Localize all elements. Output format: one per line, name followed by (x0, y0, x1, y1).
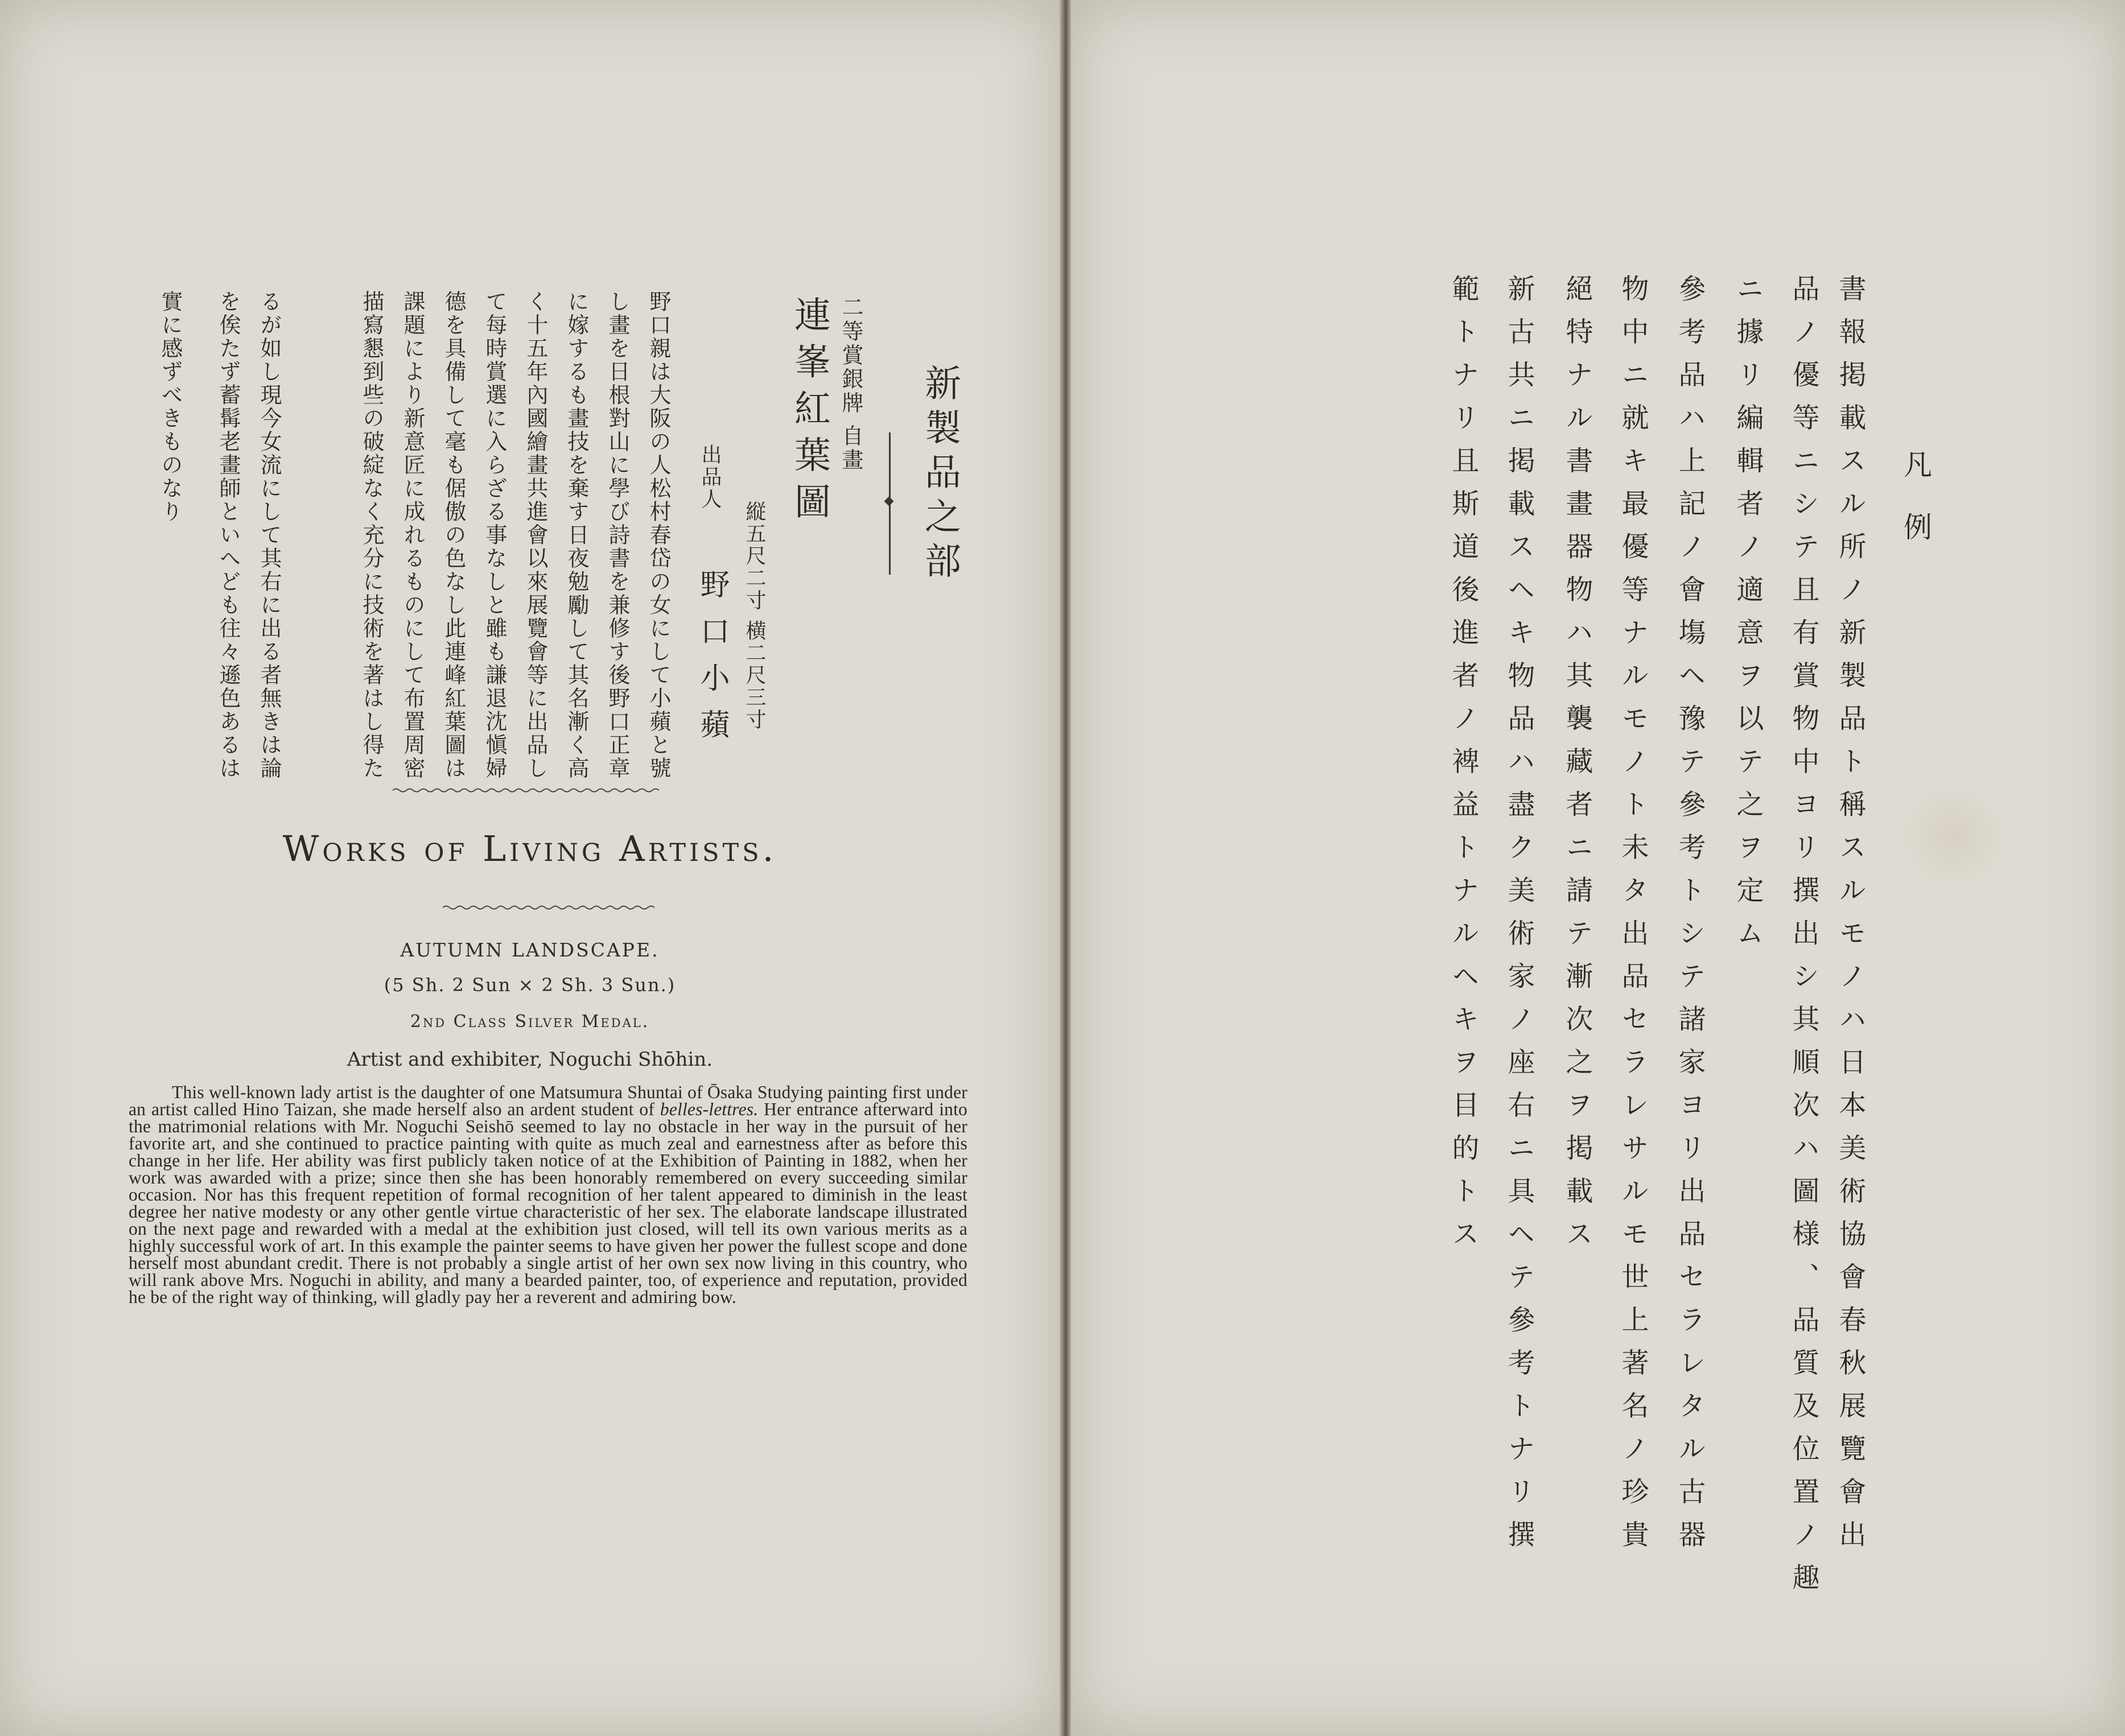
english-section-title: Works of Living Artists. (282, 828, 777, 869)
jp-body-column: 實に感ずべきものなり (158, 290, 183, 523)
jp-section-heading: 新製品之部 (919, 364, 961, 586)
body-text: This well-known lady artist is the daughter of one Matsumura Shuntai of Ōsaka Studying painting first under an artist called Hino Taizan, she made herself also an ardent student of (129, 1082, 967, 1119)
jp-award-line: 二等賞銀牌 自畫 (838, 296, 863, 473)
vertical-ornament-rule (889, 432, 891, 575)
left-page (0, 0, 1060, 1736)
body-italic-term: belles-lettres. (660, 1099, 759, 1119)
artist-english: Artist and exhibiter, Noguchi Shōhin. (347, 1048, 713, 1071)
artwork-title-english: AUTUMN LANDSCAPE. (400, 939, 660, 961)
jp-body-column: 野口親は大阪の人松村春岱の女にして小蘋と號 (646, 290, 671, 780)
notes-column: 絕特ナル書畫器物ハ其襲藏者ニ請テ漸次之ヲ掲載ス (1561, 274, 1593, 1263)
paper-stain (1902, 785, 2004, 888)
jp-exhibitor-label: 出品人 (698, 444, 722, 510)
notes-column: 書報掲載スル所ノ新製品ト稱スルモノハ日本美術協會春秋展覽會出 (1834, 274, 1866, 1563)
notes-column: ニ據リ編輯者ノ適意ヲ以テ之ヲ定ム (1732, 274, 1764, 962)
jp-exhibitor-name: 野口小蘋 (695, 569, 729, 756)
jp-body-column: て每時賞選に入らざる事なしと雖も謙退沈愼婦 (482, 290, 507, 780)
jp-body-column: 課題により新意匠に成れるものにして布置周密 (400, 290, 425, 780)
jp-body-column: し畫を日根對山に學び詩書を兼修す後野口正章 (605, 290, 630, 780)
jp-body-column: く十五年內國繪畫共進會以來展覽會等に出品し (523, 290, 548, 780)
notes-column: 新古共ニ掲載スヘキ物品ハ盡ク美術家ノ座右ニ具ヘテ參考トナリ撰 (1503, 274, 1535, 1563)
jp-dimensions: 縦五尺二寸 横二尺三寸 (743, 501, 766, 731)
notes-column: 物中ニ就キ最優等ナルモノト未タ出品セラレサルモ世上著名ノ珍貴 (1617, 274, 1649, 1563)
notes-column: 參考品ハ上記ノ會塲ヘ豫テ參考トシテ諸家ヨリ出品セラレタル古器 (1674, 274, 1706, 1563)
body-text: Her entrance afterward into the matrimonial relations with Mr. Noguchi Seishō seemed to lay no obstacle in her way in the pursuit of her favorite art, and she continued to practice painting with quite as much zeal and earnestness after as before this change in her life. Her ability was first publicly taken notice of at the Exhibition of Painting in 1882, when her work was awarded with a prize; since then she has been honorably remembered on every succeeding similar occasion. Nor has this frequent repetition of formal recognition of her talent appeared to diminish in the least degree her native modesty or any other gentle virtue characteristic of her sex. The elaborate landscape illustrated on the next page and rewarded with a medal at the exhibition just closed, will tell its own various merits as a highly successful work of art. In this example the painter seems to have given her power the fullest scope and done herself most abundant credit. There is not probably a single artist of her own sex now living in this country, who will rank above Mrs. Noguchi in ability, and many a bearded painter, too, of experience and reputation, provided he be of the right way of thinking, will gladly pay her a reverent and admiring bow. (129, 1099, 967, 1307)
jp-body-column: に嫁するも畫技を棄す日夜勉勵して其名漸く高 (564, 290, 589, 780)
jp-artwork-title: 連峯紅葉圖 (788, 296, 830, 529)
jp-body-column: を俟たず蓄髯老畫師といへども往々遜色あるは (216, 290, 241, 780)
award-english: 2nd Class Silver Medal. (410, 1012, 650, 1032)
artwork-dimensions-english: (5 Sh. 2 Sun × 2 Sh. 3 Sun.) (384, 974, 676, 996)
jp-body-column: 描寫懇到些の破綻なく充分に技術を著はし得た (359, 290, 384, 780)
notes-column: 品ノ優等ニシテ且有賞物中ヨリ撰出シ其順次ハ圖様、品質及位置ノ趣 (1788, 274, 1819, 1606)
jp-body-column: るが如し現今女流にして其右に出る者無きは論 (257, 290, 282, 780)
wavy-divider (393, 787, 660, 793)
english-body-paragraph (129, 1084, 967, 1306)
book-gutter (1060, 0, 1071, 1736)
wavy-divider (443, 905, 659, 910)
right-page (1071, 0, 2125, 1736)
notes-column: 範トナリ且斯道後進者ノ裨益トナルヘキヲ目的トス (1447, 274, 1479, 1263)
explanatory-notes-title: 凡例 (1899, 450, 1932, 575)
jp-body-column: 德を具備して毫も倨傲の色なし此連峰紅葉圖は (441, 290, 466, 780)
